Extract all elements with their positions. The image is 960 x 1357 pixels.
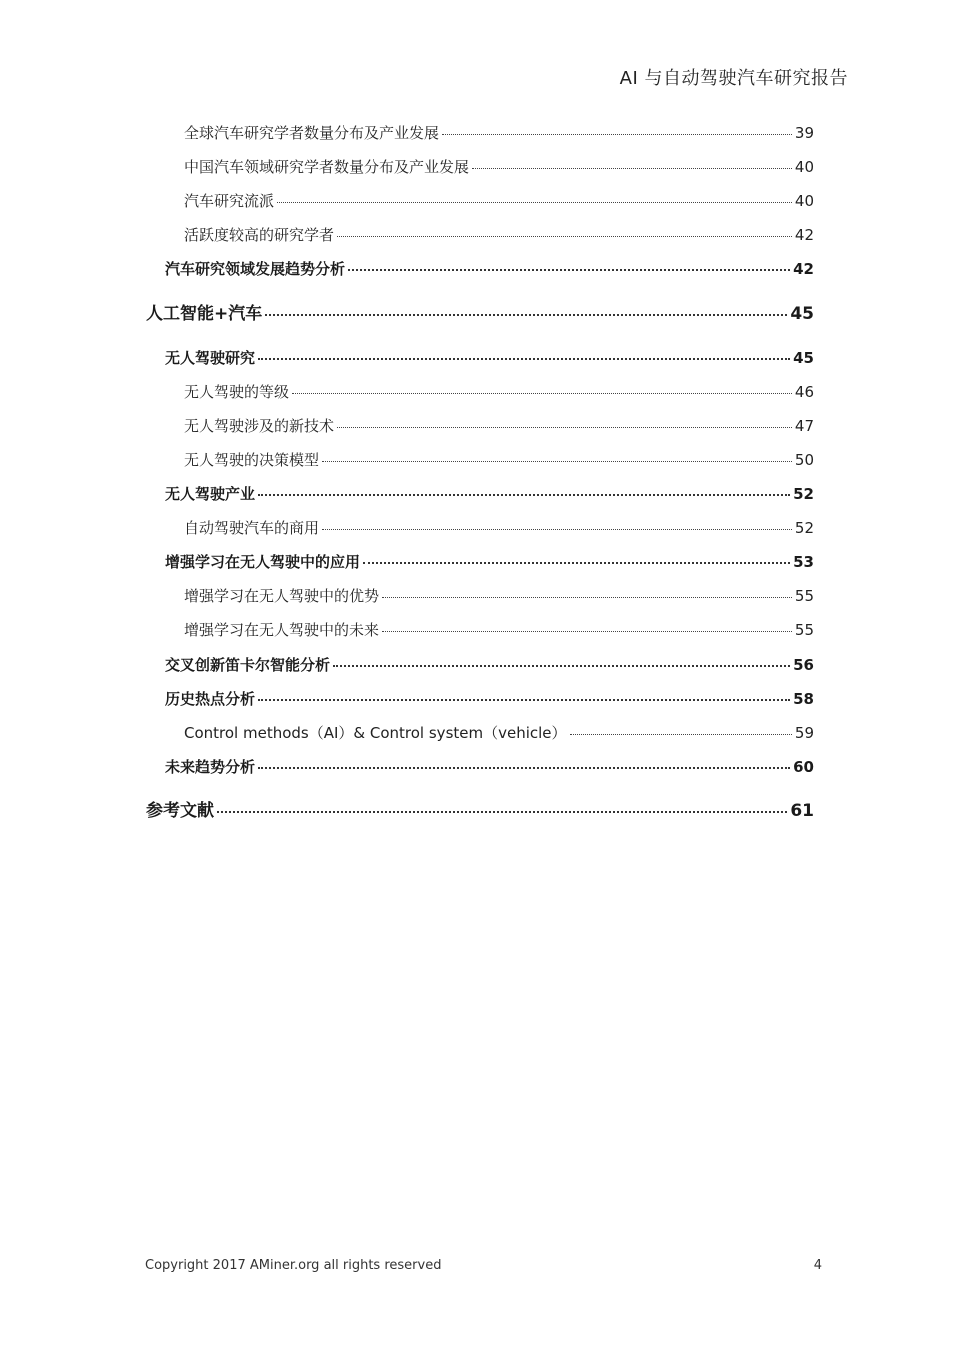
toc-leader-dots (258, 699, 790, 701)
toc-entry[interactable] (165, 552, 814, 572)
toc-leader-dots (442, 134, 792, 135)
toc-entry-page: 42 (793, 260, 814, 278)
toc-entry[interactable] (165, 484, 814, 504)
toc-entry[interactable] (184, 450, 814, 470)
toc-entry-title: 增强学习在无人驾驶中的优势 (184, 587, 380, 605)
toc-leader-dots (258, 358, 790, 360)
toc-leader-dots (322, 529, 792, 530)
toc-leader-dots (258, 767, 790, 769)
toc-leader-dots (258, 494, 790, 496)
toc-leader-dots (337, 236, 792, 237)
toc-entry-page: 40 (794, 158, 814, 176)
header-title: AI 与自动驾驶汽车研究报告 (619, 68, 848, 89)
toc-entry-title: 汽车研究领域发展趋势分析 (165, 260, 346, 278)
toc-entry-title: 历史热点分析 (165, 690, 256, 708)
toc-entry-title: 活跃度较高的研究学者 (184, 226, 335, 244)
toc-entry-title: 参考文献 (146, 801, 214, 821)
toc-entry-title: 无人驾驶研究 (165, 349, 256, 367)
toc-entry[interactable] (165, 348, 814, 368)
toc-entry[interactable] (184, 416, 814, 436)
toc-entry-title: 无人驾驶的等级 (184, 383, 290, 401)
toc-leader-dots (472, 168, 792, 169)
toc-leader-dots (382, 631, 792, 632)
toc-entry-page: 52 (793, 485, 814, 503)
toc-leader-dots (570, 734, 792, 735)
toc-entry-page: 40 (794, 192, 814, 210)
toc-entry[interactable] (184, 191, 814, 211)
toc-leader-dots (265, 314, 787, 316)
toc-entry-page: 45 (793, 349, 814, 367)
toc-entry-page: 56 (793, 656, 814, 674)
toc-entry-title: 人工智能+汽车 (146, 304, 263, 324)
toc-entry-title: 交叉创新笛卡尔智能分析 (165, 656, 331, 674)
toc-entry-title: 无人驾驶产业 (165, 485, 256, 503)
footer-page-number: 4 (813, 1258, 822, 1273)
toc-entry-title: 未来趋势分析 (165, 758, 256, 776)
toc-leader-dots (337, 427, 792, 428)
toc-leader-dots (382, 597, 792, 598)
toc-entry[interactable] (184, 157, 814, 177)
toc-entry[interactable] (165, 259, 814, 279)
toc-entry-title: 中国汽车领域研究学者数量分布及产业发展 (184, 158, 470, 176)
toc-entry-page: 61 (790, 801, 814, 821)
toc-leader-dots (217, 811, 787, 813)
toc-entry-title: 全球汽车研究学者数量分布及产业发展 (184, 124, 440, 142)
toc-entry[interactable] (165, 689, 814, 709)
toc-entry-title: 自动驾驶汽车的商用 (184, 519, 320, 537)
toc-entry[interactable] (184, 382, 814, 402)
toc-entry[interactable] (184, 723, 814, 743)
toc-entry[interactable] (184, 518, 814, 538)
toc-entry-page: 47 (794, 417, 814, 435)
toc-leader-dots (277, 202, 792, 203)
toc-entry-title: 汽车研究流派 (184, 192, 275, 210)
toc-entry-title: 无人驾驶涉及的新技术 (184, 417, 335, 435)
toc-entry[interactable] (184, 225, 814, 245)
toc-entry[interactable] (184, 620, 814, 640)
toc-entry-page: 46 (794, 383, 814, 401)
toc-entry-page: 55 (794, 587, 814, 605)
toc-entry[interactable] (165, 655, 814, 675)
toc-entry-page: 52 (794, 519, 814, 537)
toc-leader-dots (322, 461, 792, 462)
toc-leader-dots (292, 393, 792, 394)
toc-entry-page: 55 (794, 621, 814, 639)
toc-entry-page: 58 (793, 690, 814, 708)
footer-copyright: Copyright 2017 AMiner.org all rights reserved (145, 1258, 442, 1273)
toc-entry-page: 59 (794, 724, 814, 742)
toc-entry-title: Control methods（AI）& Control system（vehicle） (184, 724, 567, 742)
toc-entry-page: 53 (793, 553, 814, 571)
toc-leader-dots (333, 665, 790, 667)
toc-entry-title: 无人驾驶的决策模型 (184, 451, 320, 469)
toc-entry[interactable] (146, 304, 814, 324)
toc-entry-page: 39 (794, 124, 814, 142)
toc-leader-dots (348, 269, 790, 271)
toc-entry-page: 45 (790, 304, 814, 324)
toc-entry-title: 增强学习在无人驾驶中的应用 (165, 553, 361, 571)
toc-entry-title: 增强学习在无人驾驶中的未来 (184, 621, 380, 639)
toc-entry-page: 60 (793, 758, 814, 776)
toc-entry[interactable] (165, 757, 814, 777)
toc-entry[interactable] (146, 801, 814, 821)
toc-entry-page: 50 (794, 451, 814, 469)
toc-entry[interactable] (184, 123, 814, 143)
toc-entry-page: 42 (794, 226, 814, 244)
toc-leader-dots (363, 562, 790, 564)
toc-entry[interactable] (184, 586, 814, 606)
